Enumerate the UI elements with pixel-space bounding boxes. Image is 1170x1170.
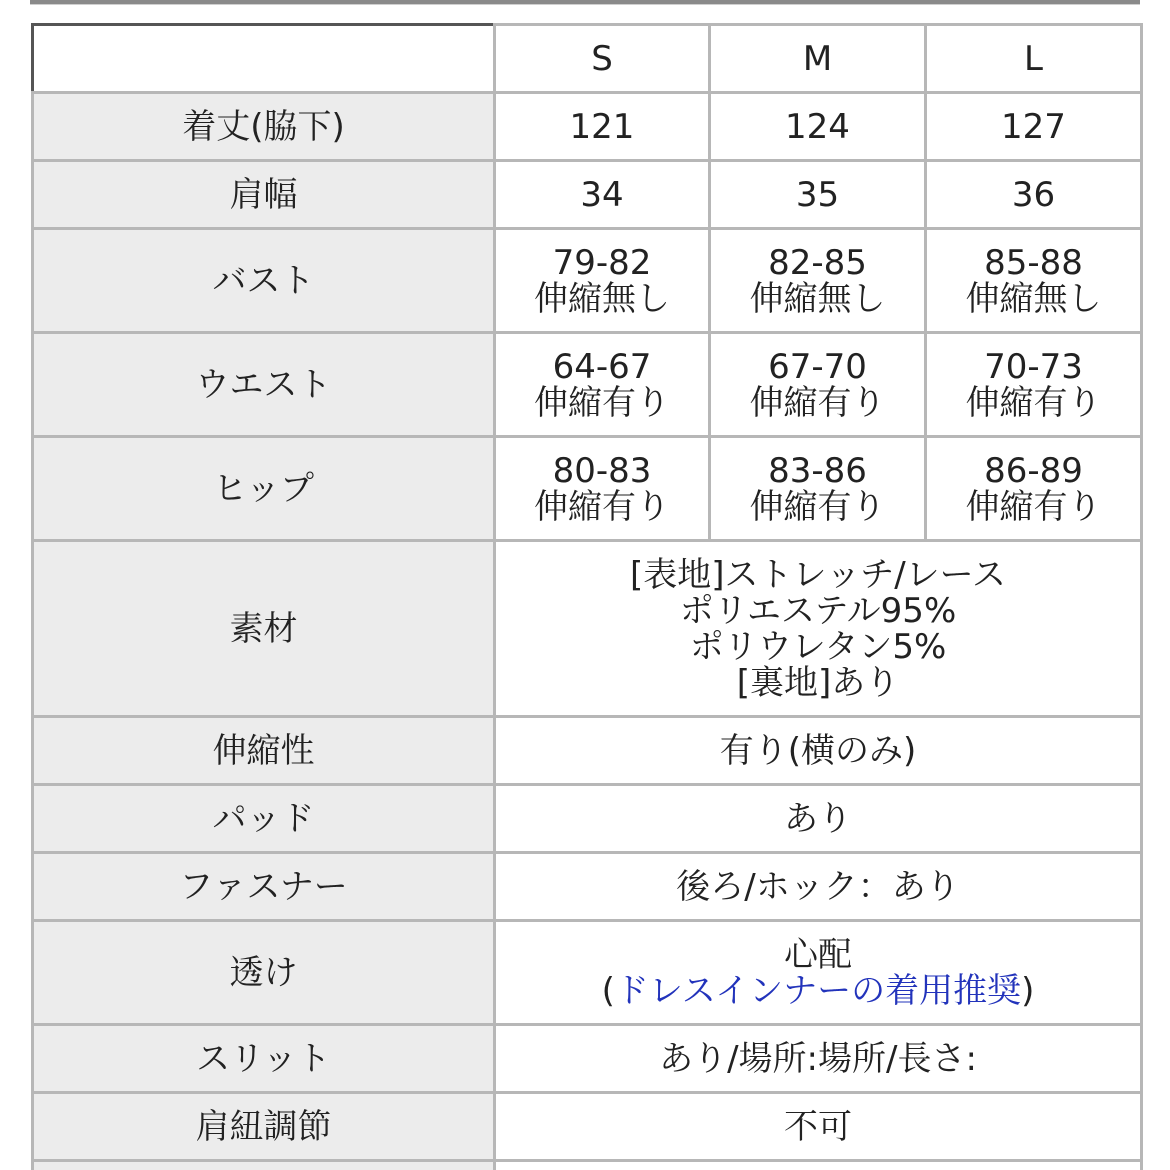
hip-m [710, 437, 926, 541]
shoulder-l: 36 [926, 161, 1142, 229]
waist-m-range: 67-70 [768, 346, 867, 387]
bust-m-note: 伸縮無し [749, 278, 886, 319]
length-l: 127 [926, 93, 1142, 161]
table-row [33, 229, 1142, 333]
length-m: 124 [710, 93, 926, 161]
bust-m [710, 229, 926, 333]
sheer-value [495, 921, 1142, 1025]
strap-value: 不可 [495, 1093, 1142, 1161]
size-header-s: S [495, 25, 710, 93]
fastener-value: 後ろ/ホック：あり [495, 853, 1142, 921]
material-line: [裏地]あり [736, 662, 900, 703]
waist-m-note: 伸縮有り [749, 382, 886, 423]
waist-l [926, 333, 1142, 437]
table-row [33, 541, 1142, 717]
pad-value: あり [495, 785, 1142, 853]
paren-close: ) [1021, 970, 1035, 1011]
waist-s-range: 64-67 [552, 346, 652, 387]
material-line: ポリウレタン5% [689, 626, 947, 667]
row-label-bust: バスト [33, 229, 495, 333]
bust-l-note: 伸縮無し [965, 278, 1102, 319]
hip-s-note: 伸縮有り [534, 486, 670, 527]
table-row [33, 1093, 1142, 1161]
row-label-stretch: 伸縮性 [33, 717, 495, 785]
header-row [33, 25, 1142, 93]
table-row [33, 437, 1142, 541]
bust-s [495, 229, 710, 333]
table-row [33, 93, 1142, 161]
row-label-length: 着丈(脇下) [33, 93, 495, 161]
bust-m-range: 82-85 [768, 242, 867, 283]
material-line: ポリエステル95% [679, 590, 957, 631]
length-s: 121 [495, 93, 710, 161]
table-row [33, 717, 1142, 785]
waist-l-range: 70-73 [984, 346, 1083, 387]
hip-m-note: 伸縮有り [749, 486, 886, 527]
hip-s-range: 80-83 [552, 450, 652, 491]
waist-m [710, 333, 926, 437]
stretch-value: 有り(横のみ) [495, 717, 1142, 785]
row-label-partial [33, 1161, 495, 1170]
waist-l-note: 伸縮有り [965, 382, 1102, 423]
waist-s [495, 333, 710, 437]
partial-value [495, 1161, 1142, 1170]
bust-l [926, 229, 1142, 333]
bust-s-note: 伸縮無し [534, 278, 670, 319]
row-label-sheer: 透け [33, 921, 495, 1025]
row-label-material: 素材 [33, 541, 495, 717]
size-chart-table [31, 23, 1143, 1170]
table-row [33, 1025, 1142, 1093]
hip-l-range: 86-89 [984, 450, 1083, 491]
row-label-hip: ヒップ [33, 437, 495, 541]
shoulder-s: 34 [495, 161, 710, 229]
size-header-l: L [926, 25, 1142, 93]
size-header-m: M [710, 25, 926, 93]
table-row-partial [33, 1161, 1142, 1170]
row-label-strap: 肩紐調節 [33, 1093, 495, 1161]
row-label-shoulder: 肩幅 [33, 161, 495, 229]
corner-cell [33, 25, 495, 93]
hip-m-range: 83-86 [768, 450, 867, 491]
hip-l-note: 伸縮有り [965, 486, 1102, 527]
dress-inner-link[interactable]: ドレスインナーの着用推奨 [614, 970, 1022, 1011]
bust-s-range: 79-82 [552, 242, 652, 283]
material-line: [表地]ストレッチ/レース [630, 554, 1006, 595]
table-row [33, 161, 1142, 229]
sheer-main: 心配 [784, 934, 852, 975]
top-rule [30, 0, 1140, 5]
row-label-pad: パッド [33, 785, 495, 853]
table-row [33, 853, 1142, 921]
slit-value: あり/場所:場所/長さ: [495, 1025, 1142, 1093]
hip-l [926, 437, 1142, 541]
table-row [33, 921, 1142, 1025]
bust-l-range: 85-88 [984, 242, 1083, 283]
table-row [33, 333, 1142, 437]
row-label-slit: スリット [33, 1025, 495, 1093]
material-value [495, 541, 1142, 717]
paren-open: ( [601, 970, 615, 1011]
row-label-fastener: ファスナー [33, 853, 495, 921]
table-row [33, 785, 1142, 853]
shoulder-m: 35 [710, 161, 926, 229]
waist-s-note: 伸縮有り [534, 382, 670, 423]
row-label-waist: ウエスト [33, 333, 495, 437]
sheer-note [496, 970, 1140, 1011]
hip-s [495, 437, 710, 541]
